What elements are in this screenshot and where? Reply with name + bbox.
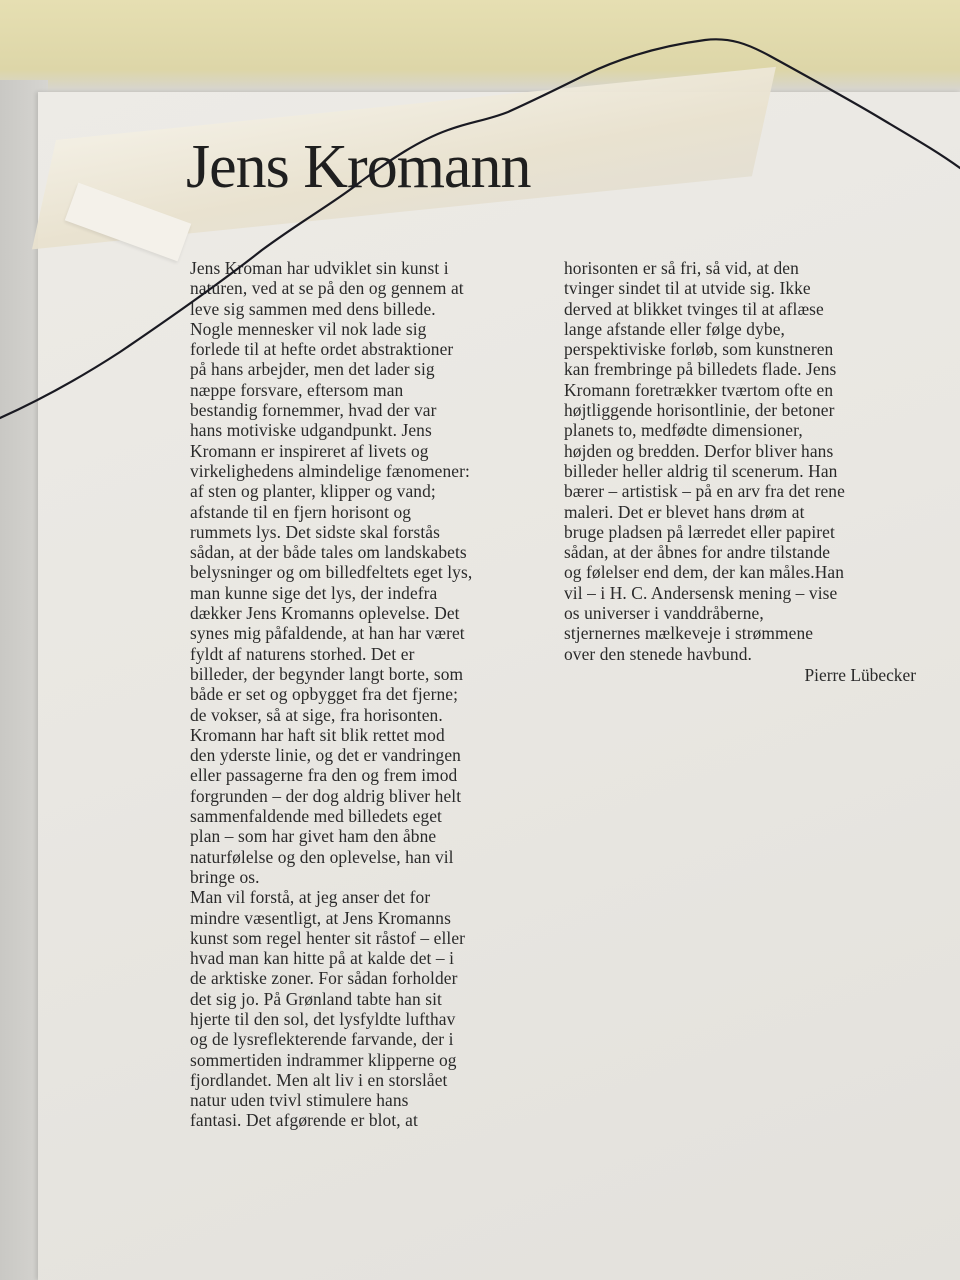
text-line: planets to, medfødte dimensioner, [564,420,803,441]
text-line: Kromann er inspireret af livets og [190,440,429,461]
text-line: sammenfaldende med billedets eget [190,806,442,827]
text-line: kunst som regel henter sit råstof – eller [190,927,466,948]
text-line: fyldt af naturens storhed. Det er [190,643,415,664]
text-line: fjordlandet. Men alt liv i en storslået [190,1069,448,1090]
text-line: og følelser end dem, der kan måles.Han [564,562,845,583]
text-line: mindre væsentligt, at Jens Kromanns [190,907,451,928]
text-line: Kromann foretrækker tværtom ofte en [564,379,834,400]
text-line: virkelighedens almindelige fænomener: [190,460,470,481]
text-line: perspektiviske forløb, som kunstneren [564,339,834,360]
text-line: afstande til en fjern horisont og [190,501,412,522]
text-line: hjerte til den sol, det lysfyldte lufthav [190,1008,456,1029]
text-line: os universer i vanddråberne, [564,603,764,624]
text-line: på hans arbejder, men det lader sig [190,359,435,380]
text-line: hvad man kan hitte på at kalde det – i [190,948,455,969]
article-column-right [564,258,924,664]
text-line: forgrunden – der dog aldrig bliver helt [190,785,462,806]
text-line: bestandig fornemmer, hvad der var [190,400,437,421]
text-line: sommertiden indrammer klipperne og [190,1049,457,1070]
text-line: stjernernes mælkeveje i strømmene [564,623,814,644]
text-line: højtliggende horisontlinie, der betoner [564,400,835,421]
text-line: den yderste linie, og det er vandringen [190,745,461,766]
text-line: bærer – artistisk – på en arv fra det rene [564,481,845,502]
text-line: synes mig påfaldende, at han har været [190,623,465,644]
text-line: det sig jo. På Grønland tabte han sit [190,988,442,1009]
text-line: Man vil forstå, at jeg anser det for [190,887,431,908]
text-line: lange afstande eller følge dybe, [564,318,785,339]
text-line: bringe os. [190,866,260,887]
text-line: Nogle mennesker vil nok lade sig [190,318,427,339]
text-line: Kromann har haft sit blik rettet mod [190,724,445,745]
text-line: leve sig sammen med dens billede. [190,298,436,319]
text-line: kan frembringe på billedets flade. Jens [564,359,837,380]
text-line: horisonten er så fri, så vid, at den [564,258,799,278]
text-line: dækker Jens Kromanns oplevelse. Det [190,603,460,624]
text-line: sådan, at der åbnes for andre tilstande [564,542,831,563]
author-signature: Pierre Lübecker [804,665,916,685]
text-line: sådan, at der både tales om landskabets [190,542,467,563]
article-title: Jens Kromann [186,133,531,201]
text-line: naturfølelse og den oplevelse, han vil [190,846,454,867]
text-line: over den stenede havbund. [564,643,752,664]
text-line: fantasi. Det afgørende er blot, at [190,1110,418,1131]
text-line: naturen, ved at se på den og gennem at [190,278,464,299]
article-column-left [190,258,560,1131]
text-line: højden og bredden. Derfor bliver hans [564,440,834,461]
text-line: næppe forsvare, eftersom man [190,379,404,400]
text-line: af sten og planter, klipper og vand; [190,481,436,502]
text-line: de vokser, så at sige, fra horisonten. [190,704,443,725]
text-line: vil – i H. C. Andersensk mening – vise [564,582,838,603]
text-line: tvinger sindet til at utvide sig. Ikke [564,278,811,299]
text-line: billeder, der begynder langt borte, som [190,663,464,684]
text-line: rummets lys. Det sidste skal forstås [190,521,440,542]
text-line: forlede til at hefte ordet abstraktioner [190,339,454,360]
text-line: plan – som har givet ham den åbne [190,826,437,847]
text-line: bruge pladsen på lærredet eller papiret [564,521,835,542]
text-line: og de lysreflekterende farvande, der i [190,1029,454,1050]
text-line: eller passagerne fra den og frem imod [190,765,458,786]
text-line: billeder heller aldrig til scenerum. Han [564,460,838,481]
text-line: Jens Kroman har udviklet sin kunst i [190,258,449,278]
text-line: derved at blikket tvinges til at aflæse [564,298,824,319]
text-line: både er set og opbygget fra det fjerne; [190,684,459,705]
text-line: maleri. Det er blevet hans drøm at [564,501,805,522]
text-line: de arktiske zoner. For sådan forholder [190,968,458,989]
text-line: hans motiviske udgandpunkt. Jens [190,420,432,441]
text-line: natur uden tvivl stimulere hans [190,1090,409,1111]
text-line: man kunne sige det lys, der indefra [190,582,438,603]
text-line: belysninger og om billedfeltets eget lys, [190,562,473,583]
